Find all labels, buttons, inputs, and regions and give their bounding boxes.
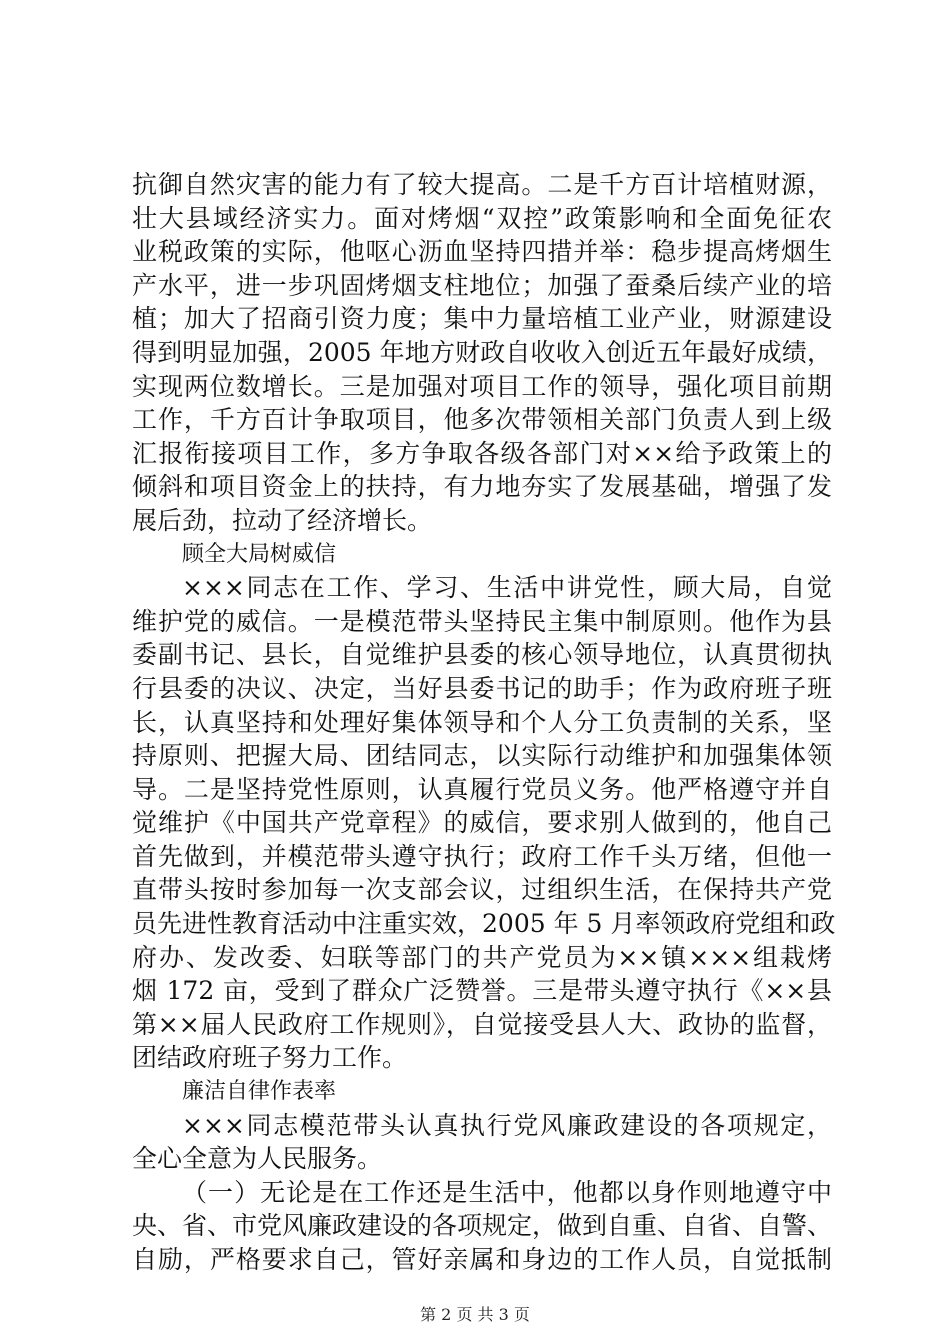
document-body [132,168,836,1277]
body-line: 首先做到，并模范带头遵守执行；政府工作千头万绪，但他一 [132,841,832,871]
body-line: 持原则、把握大局、团结同志，以实际行动维护和加强集体领 [132,741,832,771]
body-line: 业税政策的实际，他呕心沥血坚持四措并举：稳步提高烤烟生 [132,237,832,267]
body-line: 抗御自然灾害的能力有了较大提高。二是千方百计培植财源， [132,170,832,199]
page-footer: 第 2 页 共 3 页 [420,1305,530,1324]
body-line: 得到明显加强，2005 年地方财政自收收入创近五年最好成绩， [132,337,832,367]
body-line: 委副书记、县长，自觉维护县委的核心领导地位，认真贯彻执 [132,640,832,670]
body-line: 觉维护《中国共产党章程》的威信，要求别人做到的，他自己 [132,808,832,838]
body-line: 央、省、市党风廉政建设的各项规定，做到自重、自省、自警、 [132,1211,833,1241]
body-line: 汇报衔接项目工作，多方争取各级各部门对××给予政策上的 [132,438,832,468]
body-line: ×××同志模范带头认真执行党风廉政建设的各项规定， [182,1110,832,1140]
body-line: 烟 172 亩，受到了群众广泛赞誉。三是带头遵守执行《××县 [132,976,832,1006]
body-line: 团结政府班子努力工作。 [132,1043,408,1073]
body-line: 展后劲，拉动了经济增长。 [132,505,433,535]
body-line: 壮大县域经济实力。面对烤烟“双控”政策影响和全面免征农 [132,203,832,233]
body-line: 员先进性教育活动中注重实效，2005 年 5 月率领政府党组和政 [132,909,836,939]
body-line: 府办、发改委、妇联等部门的共产党员为××镇×××组栽烤 [132,942,832,972]
body-line: 全心全意为人民服务。 [132,1144,383,1174]
body-line: 导。二是坚持党性原则，认真履行党员义务。他严格遵守并自 [132,774,832,804]
body-line: 第××届人民政府工作规则》，自觉接受县人大、政协的监督， [132,1009,832,1039]
body-line: 产水平，进一步巩固烤烟支柱地位；加强了蚕桑后续产业的培 [132,270,832,300]
body-line: 植；加大了招商引资力度；集中力量培植工业产业，财源建设 [132,304,832,334]
section-heading: 廉洁自律作表率 [182,1079,337,1105]
body-line: 工作，千方百计争取项目，他多次带领相关部门负责人到上级 [132,405,832,435]
body-line: 实现两位数增长。三是加强对项目工作的领导，强化项目前期 [132,371,832,401]
section-heading: 顾全大局树威信 [182,541,337,567]
body-line: 维护党的威信。一是模范带头坚持民主集中制原则。他作为县 [132,606,832,636]
body-line: 直带头按时参加每一次支部会议，过组织生活，在保持共产党 [132,875,832,905]
body-line: 长，认真坚持和处理好集体领导和个人分工负责制的关系，坚 [132,707,832,737]
body-line: （一）无论是在工作还是生活中，他都以身作则地遵守中 [182,1177,832,1207]
body-line: 行县委的决议、决定，当好县委书记的助手；作为政府班子班 [132,673,832,703]
body-line: 自励，严格要求自己，管好亲属和身边的工作人员，自觉抵制 [132,1245,832,1274]
body-line: ×××同志在工作、学习、生活中讲党性，顾大局，自觉 [182,573,832,603]
body-line: 倾斜和项目资金上的扶持，有力地夯实了发展基础，增强了发 [132,472,832,502]
